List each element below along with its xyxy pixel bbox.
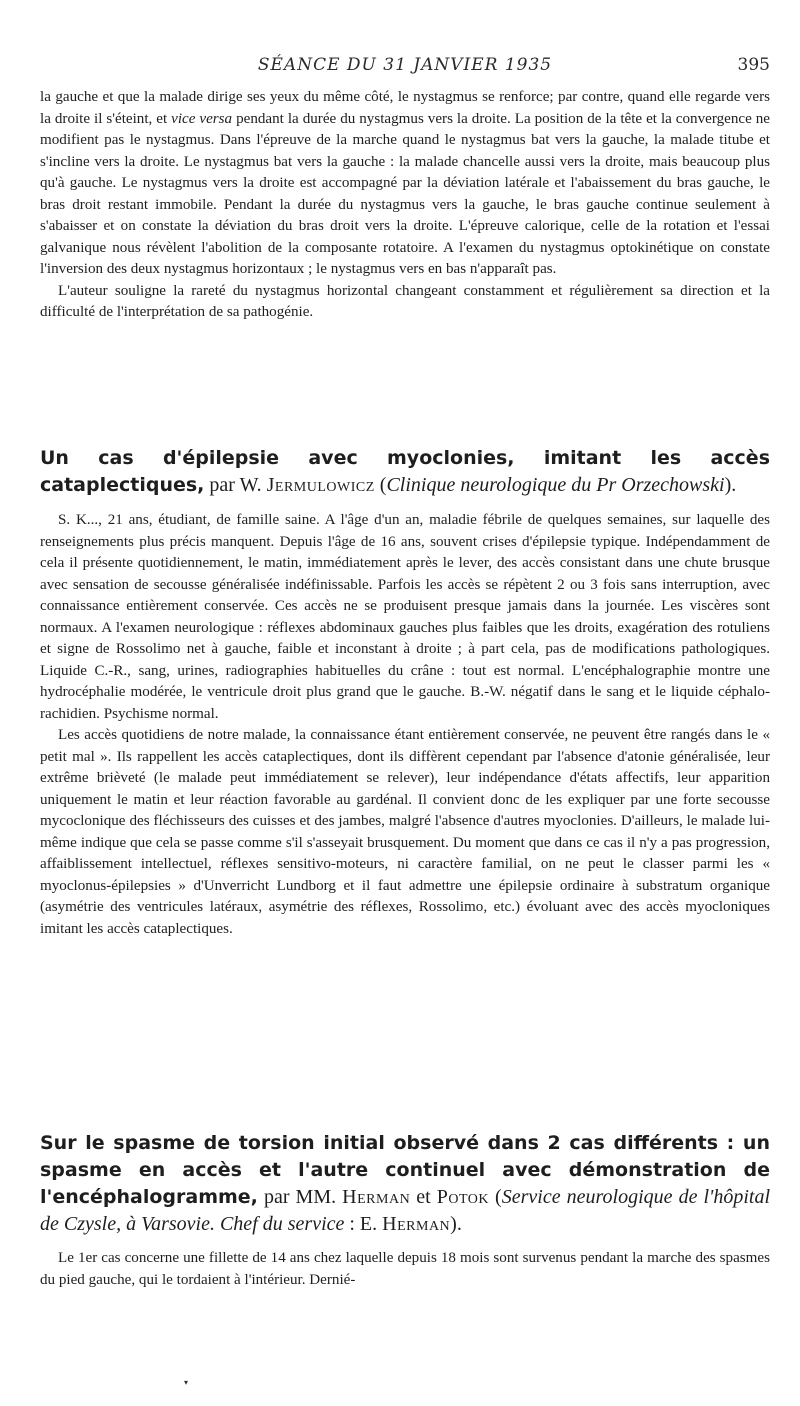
article-1-paragraph-1: S. K..., 21 ans, étudiant, de famille saine. A l'âge d'un an, maladie fébrile de quelques semaines, sur laquelle des renseignements plus précis manquent. Depuis l'âge de 16 ans, souvent crises d'épilepsie typique. Indépendamment de cela il présente quotidiennement, le matin, immédiatement après le lever, des accès consistant dans une chute brusque avec sensation de secousse généralisée indéfinissable. Parfois les accès se répètent 2 ou 3 fois sans interruption, avec connaissance entièrement conservée. Ces accès ne se produisent presque jamais dans la journée. Les viscères sont normaux. A l'examen neurologique : réflexes abdominaux gauches plus faibles que les droits, exagération des rotuliens et signe de Rossolimo net à gauche, faible et inconstant à droite ; à part cela, pas de modifications pathologiques. Liquide C.-R., sang, urines, radiographies habituelles du crâne : tout est normal. L'encéphalographie montre une hydrocéphalie modérée, le ventricule droit plus grand que le gauche. B.-W. négatif dans le sang et le liquide céphalo-rachidien. Psychisme normal. <box>40 512 770 722</box>
article-2-paragraph-1: Le 1er cas concerne une fillette de 14 ans chez laquelle depuis 18 mois sont survenus pendant la marche des spasmes du pied gauche, qui le tordaient à l'intérieur. Dernié- <box>40 1250 770 1288</box>
article-1-author: Jermulowicz <box>266 474 375 496</box>
article-1-heading: Un cas d'épilepsie avec myoclonies, imitant les accès cataplectiques, par W. Jermulowicz (Clinique neurologique du Pr Orzechowski). <box>40 447 770 496</box>
intro-paragraph-2: L'auteur souligne la rareté du nystagmus horizontal changeant constamment et régulièrement sa direction et la difficulté de l'interprétation de sa pathogénie. <box>40 282 770 320</box>
article-1 <box>40 445 770 940</box>
article-1-paragraph-2: Les accès quotidiens de notre malade, la connaissance étant entièrement conservée, ne peuvent être rangés dans le « petit mal ». Ils rappellent les accès cataplectiques, dont ils diffèrent cependant par l'absence d'atonie généralisée, leur extrême brièveté (le malade peut immédiatement se relever), leur indépendance d'états affectifs, leur apparition uniquement le matin et leur réaction favorable au gardénal. Il convient donc de les expliquer par une forte secousse mycoclonique des fléchisseurs des cuisses et des jambes, malgré l'absence d'autres myoclonies. D'ailleurs, le malade lui-même indique que cela se passe comme s'il s'asseyait brusquement. Du moment que dans ce cas il n'y a pas progression, affaiblissement intellectuel, réflexes sensitivo-moteurs, ni caractère familial, on ne peut le classer parmi les « myoclonus-épilepsies » d'Unverricht Lundborg et il faut admettre une épilepsie ordinaire à substratum organique (asymétrie des ventricules latéraux, asymétrie des réflexes, Rossolimo, etc.) évoluant avec des accès myocloniques imitant les accès cataplectiques. <box>40 727 770 937</box>
running-head <box>40 55 770 77</box>
article-1-affiliation: Clinique neurologique du Pr Orzechowski <box>386 474 725 496</box>
print-speck: ▾ <box>184 1378 189 1387</box>
article-2-author-1: Herman <box>342 1186 411 1208</box>
running-head-title: SÉANCE DU 31 JANVIER 1935 <box>257 55 553 75</box>
vice-versa: vice versa <box>171 110 233 127</box>
intro-paragraph-1: la gauche et que la malade dirige ses yeux du même côté, le nystagmus se renforce; par contre, quand elle regarde vers la droite il s'éteint, et vice versa pendant la durée du nystagmus vers la droite. La position de la tête et la convergence ne modifient pas le nystagmus. Dans l'épreuve de la marche quand le nystagmus bat vers la gauche, la malade titube et s'incline vers la droite. Le nystagmus bat vers la gauche : la malade chancelle aussi vers la droite, mais beaucoup plus qu'à gauche. Le nystagmus vers la droite est accompagné par la déviation latérale et l'abaissement du bras gauche, le bras droit restant immobile. Pendant la durée du nystagmus vers la gauche, le bras gauche continue seulement à s'abaisser et on constate la déviation du bras droit vers la droite. L'épreuve calorique, celle de la rotation et l'essai galvanique nous révèlent l'abolition de la composante rotatoire. A l'examen du nystagmus optokinétique on constate l'inversion des deux nystagmus horizontaux ; le nystagmus vers en bas n'apparaît pas. <box>40 89 771 277</box>
article-2-heading: Sur le spasme de torsion initial observé dans 2 cas différents : un spasme en accès et l'autre continuel avec démonstration de l'encéphalogramme, par MM. Herman et Potok (Service neurologique de l'hôpital de Czysle, à Varsovie. Chef du service : E. Herman). <box>40 1132 771 1235</box>
article-2 <box>40 1130 770 1291</box>
page-number: 395 <box>737 55 770 75</box>
article-2-author-2: Potok <box>436 1186 489 1208</box>
intro-continuation <box>40 87 770 324</box>
article-2-affiliation: Service neurologique de l'hôpital de Czysle, à Varsovie. Chef du service <box>40 1186 771 1235</box>
article-2-chief: Herman <box>382 1213 451 1235</box>
article-2-title: Sur le spasme de torsion initial observé dans 2 cas différents : un spasme en accès et l'autre continuel avec démonstration de l'encéphalogramme, <box>40 1132 770 1208</box>
article-1-title: Un cas d'épilepsie avec myoclonies, imitant les accès cataplectiques, <box>40 447 770 496</box>
